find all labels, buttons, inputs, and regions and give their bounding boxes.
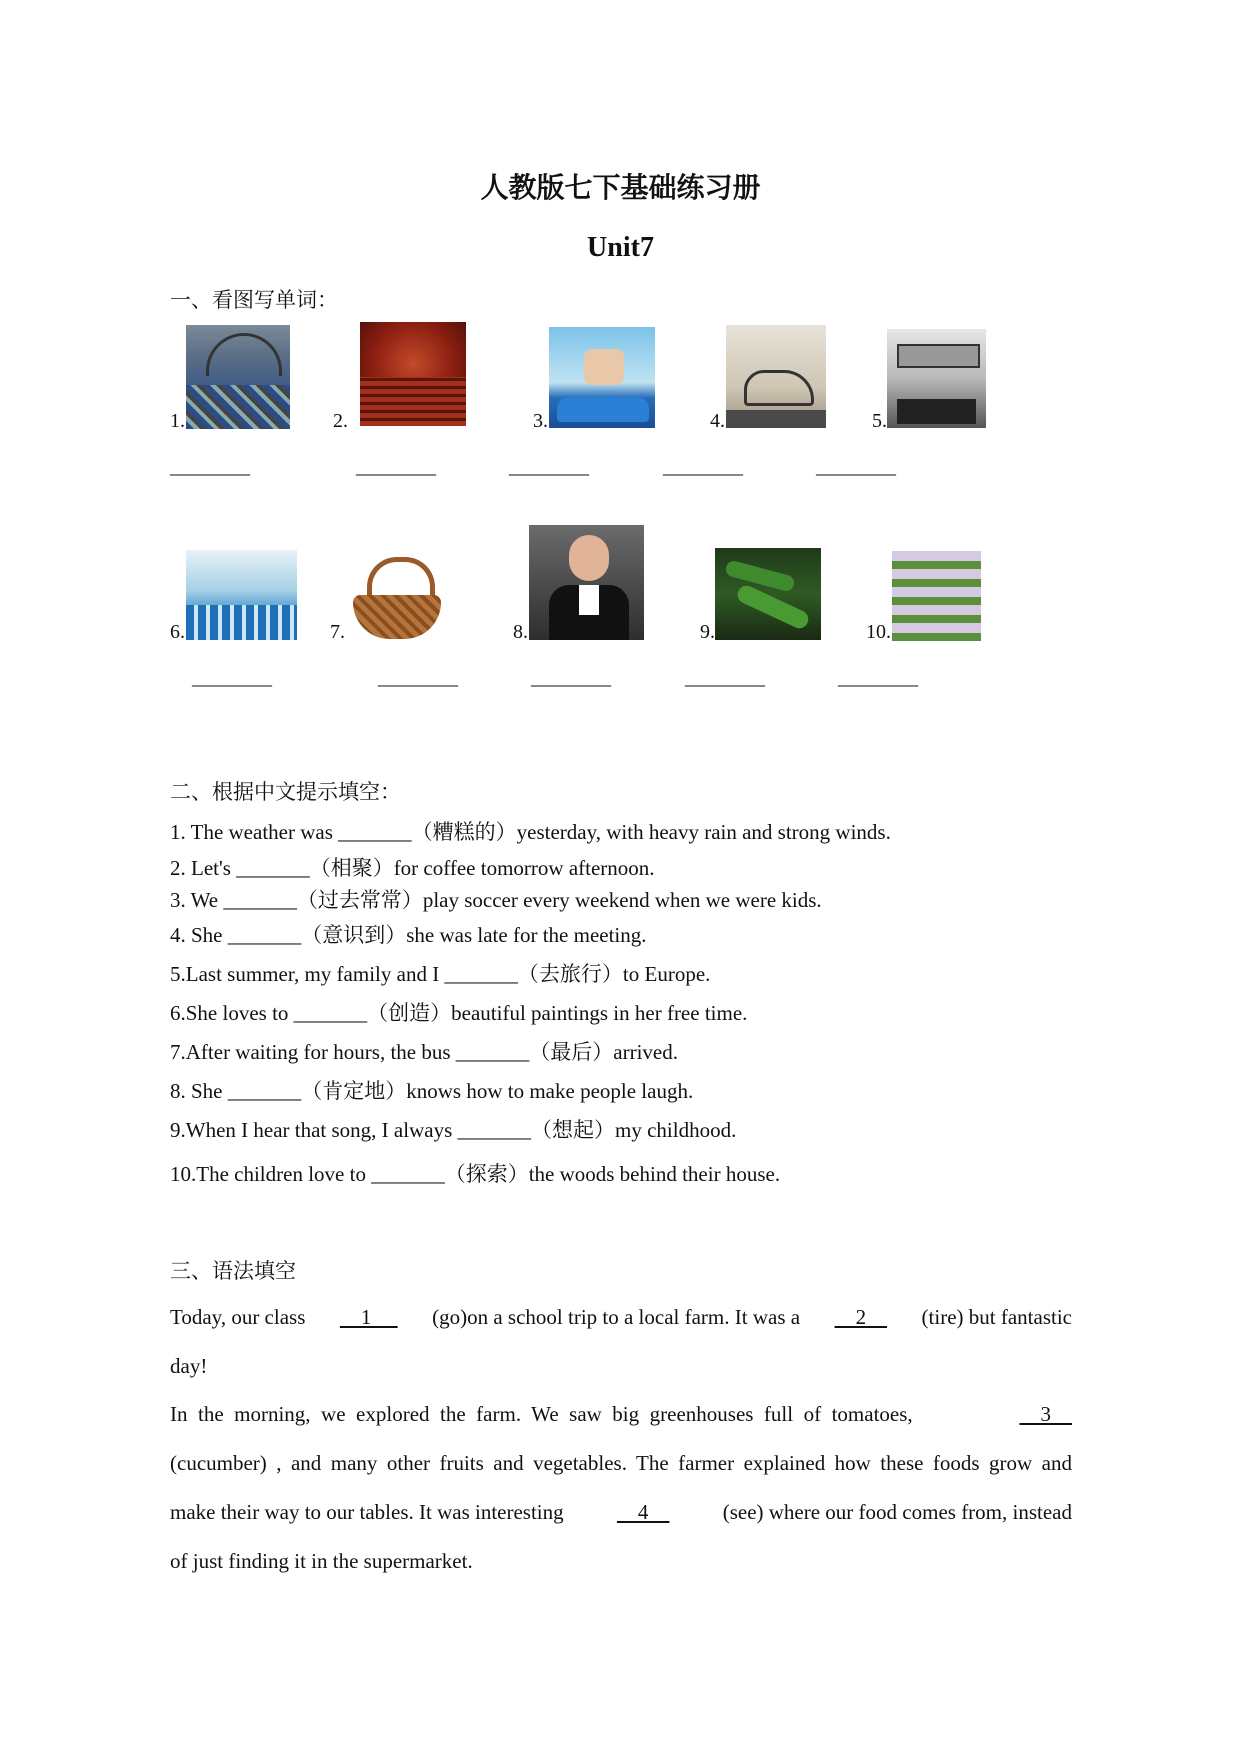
answer-blank[interactable]: ________ bbox=[192, 667, 272, 689]
picture-label-7: 7. bbox=[330, 621, 345, 643]
exercise-item: 5.Last summer, my family and I _______（去旅行）to Europe. bbox=[170, 962, 711, 986]
answer-blank[interactable]: ________ bbox=[685, 667, 765, 689]
answer-blank[interactable]: ________ bbox=[531, 667, 611, 689]
paragraph-line: of just finding it in the supermarket. bbox=[170, 1549, 473, 1573]
blank-4[interactable]: 4 bbox=[616, 1500, 670, 1524]
text-segment: In the morning, we explored the farm. We saw big greenhouses full of tomatoes, bbox=[170, 1402, 913, 1426]
picture-label-8: 8. bbox=[513, 621, 528, 643]
cucumber-image bbox=[715, 548, 821, 640]
answer-blank[interactable]: ________ bbox=[838, 667, 918, 689]
section2-heading: 二、根据中文提示填空： bbox=[170, 780, 401, 804]
factory-image bbox=[186, 550, 297, 640]
picture-label-4: 4. bbox=[710, 410, 725, 432]
picture-label-3: 3. bbox=[533, 410, 548, 432]
museum-dinosaur-image bbox=[726, 325, 826, 428]
answer-blank[interactable]: ________ bbox=[170, 456, 250, 478]
answer-blank[interactable]: ________ bbox=[356, 456, 436, 478]
basket-image bbox=[347, 555, 447, 642]
picture-label-10: 10. bbox=[866, 621, 891, 643]
answer-blank[interactable]: ________ bbox=[663, 456, 743, 478]
exercise-item: 2. Let's _______（相聚）for coffee tomorrow afternoon. bbox=[170, 856, 655, 880]
paragraph-line bbox=[170, 1402, 1072, 1427]
theater-image bbox=[360, 322, 466, 426]
blank-2[interactable]: 2 bbox=[834, 1305, 888, 1329]
coffee-machine-image bbox=[887, 329, 986, 428]
exercise-item: 4. She _______（意识到）she was late for the meeting. bbox=[170, 923, 647, 947]
man-with-award-image bbox=[529, 525, 644, 640]
paragraph-line bbox=[170, 1500, 1072, 1525]
exercise-item: 3. We _______（过去常常）play soccer every weekend when we were kids. bbox=[170, 888, 822, 912]
blank-1[interactable]: 1 bbox=[339, 1305, 398, 1329]
answer-blank[interactable]: ________ bbox=[378, 667, 458, 689]
paragraph-line: (cucumber) , and many other fruits and vegetables. The farmer explained how these foods grow and bbox=[170, 1451, 1072, 1475]
paragraph-line bbox=[170, 1305, 1072, 1330]
blank-3[interactable]: 3 bbox=[1019, 1402, 1072, 1426]
exercise-item: 9.When I hear that song, I always _______（想起）my childhood. bbox=[170, 1118, 737, 1142]
picture-label-2: 2. bbox=[333, 410, 348, 432]
paragraph-line: day! bbox=[170, 1354, 208, 1378]
exercise-item: 10.The children love to _______（探索）the woods behind their house. bbox=[170, 1162, 781, 1186]
text-segment: (tire) but fantastic bbox=[921, 1305, 1072, 1329]
section1-heading: 一、看图写单词： bbox=[170, 288, 338, 312]
exercise-item: 7.After waiting for hours, the bus _______（最后）arrived. bbox=[170, 1040, 678, 1064]
vertical-farm-image bbox=[892, 551, 981, 641]
picture-label-9: 9. bbox=[700, 621, 715, 643]
answer-blank[interactable]: ________ bbox=[816, 456, 896, 478]
text-segment: (see) where our food comes from, instead bbox=[722, 1500, 1072, 1524]
exercise-item: 1. The weather was _______（糟糕的）yesterday, with heavy rain and strong winds. bbox=[170, 820, 891, 844]
section3-heading: 三、语法填空 bbox=[170, 1259, 296, 1283]
answer-blank[interactable]: ________ bbox=[509, 456, 589, 478]
text-segment: (go)on a school trip to a local farm. It was a bbox=[432, 1305, 801, 1329]
landfill-image bbox=[186, 325, 290, 429]
picture-label-1: 1. bbox=[170, 410, 185, 432]
unit-title: Unit7 bbox=[587, 232, 654, 263]
car-trip-image bbox=[549, 327, 655, 428]
exercise-item: 8. She _______（肯定地）knows how to make people laugh. bbox=[170, 1079, 694, 1103]
text-segment: Today, our class bbox=[170, 1305, 306, 1329]
text-segment: make their way to our tables. It was interesting bbox=[170, 1500, 564, 1524]
exercise-item: 6.She loves to _______（创造）beautiful paintings in her free time. bbox=[170, 1001, 748, 1025]
page-title: 人教版七下基础练习册 bbox=[480, 173, 761, 204]
picture-label-5: 5. bbox=[872, 410, 887, 432]
picture-label-6: 6. bbox=[170, 621, 185, 643]
